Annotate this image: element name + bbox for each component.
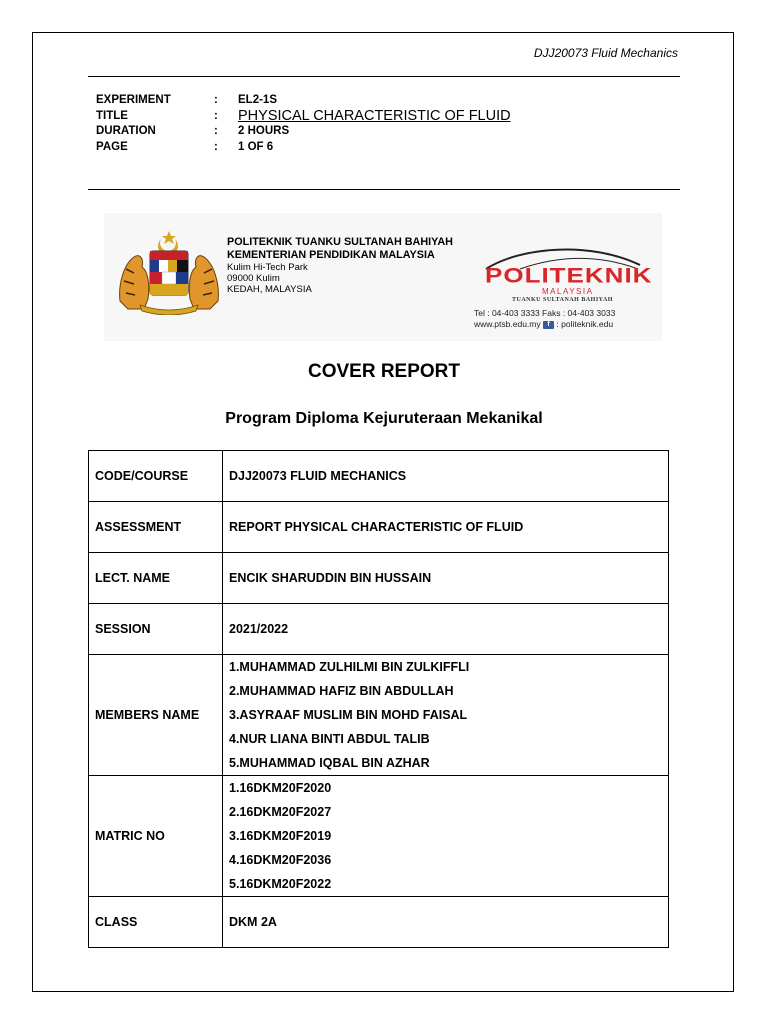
address-line: 09000 Kulim [227,273,280,284]
row-label: CODE/COURSE [89,451,223,502]
list-item: 4.NUR LIANA BINTI ABDUL TALIB [229,732,430,746]
institution-banner [104,213,662,341]
meta-colon: : [214,94,218,106]
meta-row-title [96,109,511,125]
course-header: DJJ20073 Fluid Mechanics [533,46,678,60]
meta-label: TITLE [96,109,128,122]
politeknik-logo [480,243,653,303]
list-item: 2.16DKM20F2027 [229,805,332,819]
logo-campus: TUANKU SULTANAH BAHIYAH [512,297,613,303]
row-label: ASSESSMENT [89,502,223,553]
meta-label: DURATION [96,125,156,137]
table-row [89,553,669,604]
meta-label: PAGE [96,140,128,153]
row-value: DJJ20073 FLUID MECHANICS [223,451,669,502]
cover-report-title: COVER REPORT [307,361,461,382]
address-line: KEDAH, MALAYSIA [227,284,312,295]
table-row [89,776,669,897]
meta-divider [88,189,680,190]
experiment-meta [96,93,511,155]
address-line: Kulim Hi-Tech Park [227,262,308,273]
institution-address [227,236,453,295]
row-value: 2021/2022 [223,604,669,655]
row-label: MEMBERS NAME [89,655,223,776]
row-label: SESSION [89,604,223,655]
table-row [89,502,669,553]
list-item: 3.ASYRAAF MUSLIM BIN MOHD FAISAL [229,708,468,722]
meta-colon: : [214,140,218,153]
meta-colon: : [214,109,218,122]
meta-value: EL2-1S [238,94,277,106]
matric-list [223,776,669,897]
list-item: 2.MUHAMMAD HAFIZ BIN ABDULLAH [229,684,454,698]
meta-row-duration [96,124,511,140]
institution-name: POLITEKNIK TUANKU SULTANAH BAHIYAH [227,236,453,248]
contact-web-row [474,319,615,330]
logo-wordmark: POLITEKNIK [485,263,653,288]
row-label: CLASS [89,897,223,948]
meta-label: EXPERIMENT [96,94,171,106]
members-list [223,655,669,776]
header-divider [88,76,680,77]
table-row [89,655,669,776]
table-row [89,451,669,502]
row-value: DKM 2A [223,897,669,948]
facebook-icon: f [543,321,554,329]
malaysia-crest-icon [114,229,224,315]
contact-website: www.ptsb.edu.my [474,319,541,329]
report-info-table [88,450,669,948]
list-item: 3.16DKM20F2019 [229,829,332,843]
list-item: 1.MUHAMMAD ZULHILMI BIN ZULKIFFLI [229,660,470,674]
ministry-name: KEMENTERIAN PENDIDIKAN MALAYSIA [227,249,435,261]
meta-row-experiment [96,93,511,109]
contact-phone-fax: Tel : 04-403 3333 Faks : 04-403 3033 [474,308,616,318]
contact-info [474,308,615,330]
row-label: LECT. NAME [89,553,223,604]
list-item: 1.16DKM20F2020 [229,781,332,795]
list-item: 4.16DKM20F2036 [229,853,332,867]
meta-value: 1 OF 6 [238,140,274,153]
row-label: MATRIC NO [89,776,223,897]
logo-country: MALAYSIA [542,287,594,296]
list-item: 5.MUHAMMAD IQBAL BIN AZHAR [229,756,430,770]
table-row [89,897,669,948]
meta-row-page [96,140,511,156]
meta-value-title: PHYSICAL CHARACTERISTIC OF FLUID [238,107,511,124]
row-value: ENCIK SHARUDDIN BIN HUSSAIN [223,553,669,604]
contact-facebook: : politeknik.edu [556,319,614,329]
program-name: Program Diploma Kejuruteraan Mekanikal [225,410,543,427]
meta-value: 2 HOURS [238,125,290,137]
table-row [89,604,669,655]
row-value: REPORT PHYSICAL CHARACTERISTIC OF FLUID [223,502,669,553]
list-item: 5.16DKM20F2022 [229,877,332,891]
meta-colon: : [214,125,218,137]
